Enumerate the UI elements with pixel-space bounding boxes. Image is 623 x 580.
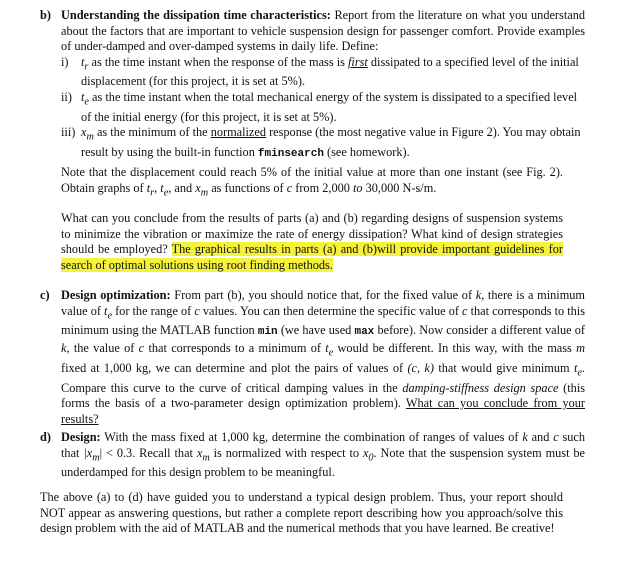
section-d-body: Design: With the mass fixed at 1,000 kg, determine the combination of ranges of values of k and c such that $|x_m| < 0.3$. Recall that $x_m$ is normalized with respect to $x_0$. Note that the suspension system must be underdamped for this design problem to be meaningful. bbox=[61, 430, 586, 480]
definition-i: i) $t_r$ as the time instant when the response of the mass is first dissipated to a specified level of the initial displacement (for this project, it is set at 5%). bbox=[61, 54, 579, 89]
highlighted-note: The graphical results in parts (a) and (b)will provide important guidelines for search of optimal solutions using root finding methods. bbox=[61, 242, 563, 272]
section-c-body: Design optimization: From part (b), you should notice that, for the fixed value of k, there is a minimum value of $t_e$ for the range of c values. You can then determine the specific value of c that corresponds to this minimum using the MATLAB function min (we have used max before). Now consider a different value of k, the value of c that corresponds to a minimum of $t_e$ would be different. In this way, with the mass m fixed at 1,000 kg, we can determine and plot the pairs of values of (c, k) that would give minimum $t_e$. Compare this curve to the curve of critical damping values in the damping-stiffness design space (this forms the basis of a two-parameter design optimization problem). What can you conclude from your results? bbox=[61, 288, 586, 426]
section-d-label: d) bbox=[40, 430, 51, 444]
section-c-label: c) bbox=[40, 288, 50, 302]
section-b bbox=[40, 8, 585, 163]
definition-iii: iii) $x_m$ as the minimum of the normalized response (the most negative value in Figure 2). You may obtain result by using the built-in function fminsearch (see homework). bbox=[61, 125, 581, 161]
section-b-question: What can you conclude from the results of parts (a) and (b) regarding designs of suspension systems to minimize the vibration or maximize the rate of energy dissipation? What kind of design strategies should be employed? The graphical results in parts (a) and (b)will provide important guidelines for search of optimal solutions using root finding methods. bbox=[61, 211, 563, 272]
section-b-note: Note that the displacement could reach 5% of the initial value at more than one instant (see Fig. 2). Obtain graphs of $t_r$, $t_e$, and $x_m$ as functions of c from 2,000 to 30,000 N-s/m. bbox=[61, 165, 563, 198]
closing-paragraph: The above (a) to (d) have guided you to understand a typical design problem. Thus, your report should NOT appear as answering questions, but rather a complete report describing how you approach/solve this design problem with the aid of MATLAB and the numerical methods that you have learned. Be creative! bbox=[40, 490, 563, 535]
section-d-heading: Design: bbox=[61, 430, 101, 444]
section-b-intro: Understanding the dissipation time characteristics: Report from the literature on what you understand about the factors that are important to vehicle suspension design for passenger comfort. Provide examples of under-damped and over-damped systems in daily life. Define: bbox=[61, 8, 585, 53]
definition-ii: ii) $t_e$ as the time instant when the total mechanical energy of the system is dissipated to a specified level of the initial energy (for this project, it is set at 5%). bbox=[61, 89, 578, 124]
section-c-heading: Design optimization: bbox=[61, 288, 171, 302]
section-c bbox=[40, 288, 585, 427]
section-b-heading: Understanding the dissipation time characteristics: bbox=[61, 8, 331, 22]
section-d bbox=[40, 430, 585, 481]
section-b-label: b) bbox=[40, 8, 51, 22]
